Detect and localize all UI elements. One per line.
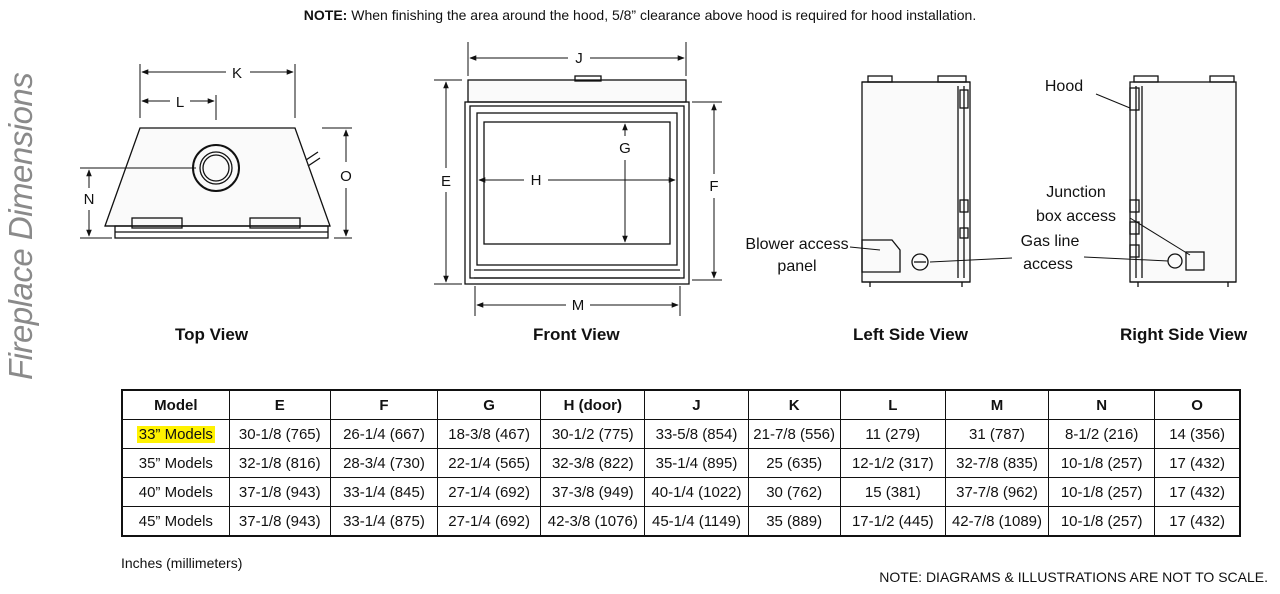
header-e: E	[229, 390, 330, 420]
scale-note: NOTE: DIAGRAMS & ILLUSTRATIONS ARE NOT TO SCALE.	[879, 569, 1268, 585]
table-cell: 15 (381)	[840, 478, 945, 507]
table-cell: 11 (279)	[840, 420, 945, 449]
dim-f: F	[709, 178, 719, 195]
header-k: K	[748, 390, 840, 420]
table-cell: 37-3/8 (949)	[541, 478, 645, 507]
callout-gas-line1: Gas line	[1020, 233, 1080, 250]
table-cell: 8-1/2 (216)	[1049, 420, 1155, 449]
table-cell: 25 (635)	[748, 449, 840, 478]
dim-j: J	[575, 50, 583, 67]
table-cell: 21-7/8 (556)	[748, 420, 840, 449]
table-cell: 33-1/4 (875)	[330, 507, 437, 537]
table-cell: 32-3/8 (822)	[541, 449, 645, 478]
table-cell: 10-1/8 (257)	[1049, 507, 1155, 537]
table-cell: 30-1/8 (765)	[229, 420, 330, 449]
table-cell: 40-1/4 (1022)	[645, 478, 748, 507]
dim-g: G	[619, 140, 631, 157]
table-row	[122, 478, 1240, 507]
header-o: O	[1155, 390, 1240, 420]
table-cell: 22-1/4 (565)	[438, 449, 541, 478]
units-note: Inches (millimeters)	[121, 555, 243, 571]
top-view-label: Top View	[175, 325, 249, 344]
model-cell: 45” Models	[122, 507, 229, 537]
table-cell: 28-3/4 (730)	[330, 449, 437, 478]
front-view-diagram	[434, 42, 722, 316]
left-side-view-diagram	[850, 76, 1012, 287]
table-cell: 17 (432)	[1155, 507, 1240, 537]
header-j: J	[645, 390, 748, 420]
table-row	[122, 449, 1240, 478]
table-cell: 37-1/8 (943)	[229, 507, 330, 537]
dim-l: L	[175, 94, 185, 111]
table-cell: 45-1/4 (1149)	[645, 507, 748, 537]
top-view-diagram	[80, 64, 352, 238]
table-cell: 35-1/4 (895)	[645, 449, 748, 478]
table-cell: 42-3/8 (1076)	[541, 507, 645, 537]
table-cell: 31 (787)	[945, 420, 1048, 449]
table-cell: 18-3/8 (467)	[438, 420, 541, 449]
dim-m: M	[571, 297, 585, 314]
highlighted-model: 33” Models	[138, 425, 213, 443]
model-cell: 35” Models	[122, 449, 229, 478]
header-f: F	[330, 390, 437, 420]
header-h-door: H (door)	[541, 390, 645, 420]
table-cell: 42-7/8 (1089)	[945, 507, 1048, 537]
table-cell: 33-5/8 (854)	[645, 420, 748, 449]
callout-junction-line2: box access	[1035, 208, 1117, 225]
callout-blower-line1: Blower access	[745, 236, 849, 253]
callout-blower-line2: panel	[777, 258, 817, 275]
header-model: Model	[122, 390, 229, 420]
model-cell: 40” Models	[122, 478, 229, 507]
table-cell: 10-1/8 (257)	[1049, 478, 1155, 507]
header-g: G	[438, 390, 541, 420]
header-m: M	[945, 390, 1048, 420]
left-side-view-label: Left Side View	[853, 325, 968, 344]
table-cell: 14 (356)	[1155, 420, 1240, 449]
callout-junction-line1: Junction	[1046, 184, 1106, 201]
top-note-label: NOTE:	[303, 7, 348, 23]
table-cell: 17 (432)	[1155, 449, 1240, 478]
table-cell: 27-1/4 (692)	[438, 507, 541, 537]
callout-hood: Hood	[1044, 78, 1084, 95]
dim-e: E	[440, 173, 452, 190]
header-l: L	[840, 390, 945, 420]
table-cell: 10-1/8 (257)	[1049, 449, 1155, 478]
table-cell: 26-1/4 (667)	[330, 420, 437, 449]
table-cell: 12-1/2 (317)	[840, 449, 945, 478]
table-cell: 17 (432)	[1155, 478, 1240, 507]
table-cell: 30 (762)	[748, 478, 840, 507]
table-cell: 32-7/8 (835)	[945, 449, 1048, 478]
header-n: N	[1049, 390, 1155, 420]
table-cell: 33-1/4 (845)	[330, 478, 437, 507]
table-row	[122, 507, 1240, 537]
table-header-row	[122, 390, 1240, 420]
table-cell: 37-1/8 (943)	[229, 478, 330, 507]
table-cell: 30-1/2 (775)	[541, 420, 645, 449]
table-cell: 27-1/4 (692)	[438, 478, 541, 507]
side-title: Fireplace Dimensions	[2, 72, 39, 380]
table-cell: 35 (889)	[748, 507, 840, 537]
model-cell	[122, 420, 229, 449]
dimensions-table	[121, 389, 1241, 537]
table-cell: 37-7/8 (962)	[945, 478, 1048, 507]
table-cell: 17-1/2 (445)	[840, 507, 945, 537]
table-cell: 32-1/8 (816)	[229, 449, 330, 478]
dim-n: N	[83, 191, 95, 208]
table-row	[122, 420, 1240, 449]
right-side-view-diagram	[1084, 76, 1236, 287]
front-view-label: Front View	[533, 325, 620, 344]
callout-gas-line2: access	[1023, 256, 1073, 273]
right-side-view-label: Right Side View	[1120, 325, 1248, 344]
dim-k: K	[231, 65, 243, 82]
dim-h: H	[530, 172, 542, 189]
dim-o: O	[340, 168, 352, 185]
top-note-text: When finishing the area around the hood, 5/8” clearance above hood is required for hood installation.	[347, 7, 977, 23]
